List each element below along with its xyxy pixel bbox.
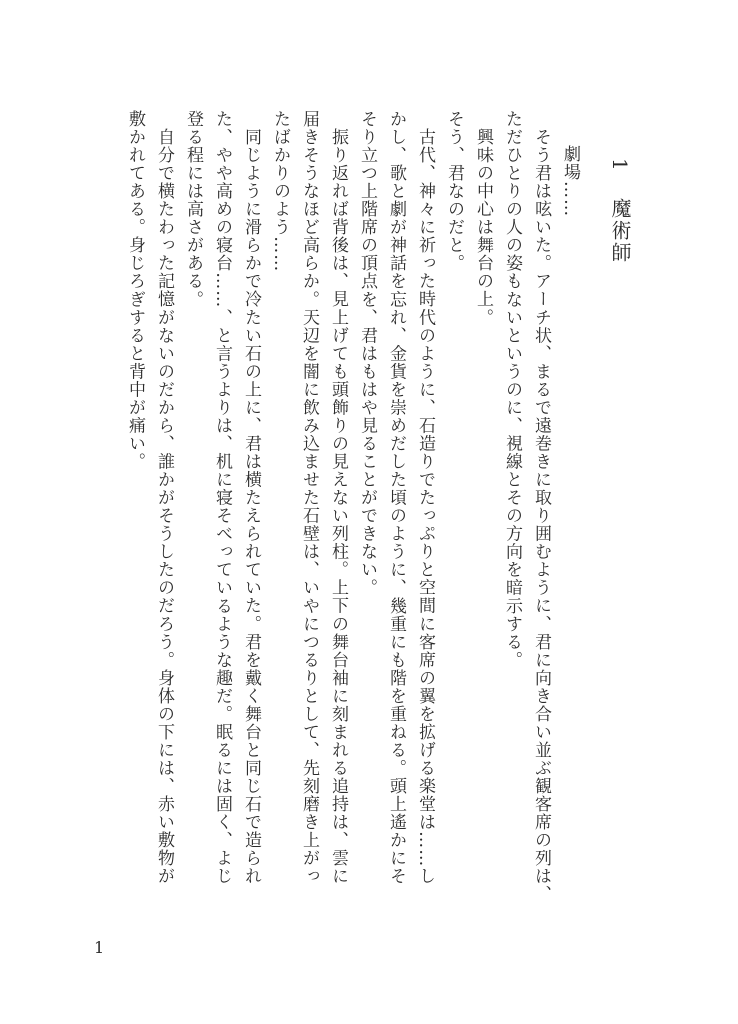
text-column: 興味の中心は舞台の上。 — [473, 128, 493, 327]
text-column: 劇場…… — [560, 145, 580, 218]
chapter-number: 1 — [608, 158, 632, 171]
text-column: ただひとりの人の姿もないというのに、視線とその方向を暗示する。 — [502, 110, 522, 669]
text-column: 振り返れば背後は、見上げても頭飾りの見えない列柱。上下の舞台袖に刻まれる追持は、雲に — [328, 128, 348, 886]
text-column: そり立つ上階席の頂点を、君はもはや見ることができない。 — [357, 110, 377, 597]
page-number: 1 — [94, 938, 105, 957]
text-column: 同じように滑らかで冷たい石の上に、君は横たえられていた。君を戴く舞台と同じ石で造られ — [241, 128, 261, 886]
text-column: そう君は呟いた。アーチ状、まるで遠巻きに取り囲むように、君に向き合い並ぶ観客席の列は、 — [531, 128, 551, 904]
chapter-title: 魔術師 — [608, 198, 632, 264]
text-column: そう、君なのだと。 — [444, 110, 464, 273]
text-column: 届きそうなほど高らか。天辺を闇に飲み込ませた石壁は、いやにつるりとして、先刻磨き上がっ — [299, 110, 319, 886]
text-column: 自分で横たわった記憶がないのだから、誰かがそうしたのだろう。身体の下には、赤い敷物が — [154, 128, 174, 886]
text-column: 古代、神々に祈った時代のように、石造りでたっぷりと空間に客席の翼を拡げる楽堂は……し — [415, 128, 435, 886]
text-column: かし、歌と劇が神話を忘れ、金貨を崇めだした頃のように、幾重にも階を重ねる。頭上遙かにそ — [386, 110, 406, 886]
text-column: 敷かれてある。身じろぎすると背中が痛い。 — [125, 110, 145, 471]
text-column: たばかりのよう…… — [270, 110, 290, 273]
text-column: 登る程には高さがある。 — [183, 110, 203, 309]
text-column: た、やや高めの寝台……、と言うよりは、机に寝そべっているような趣だ。眠るには固く、よじ — [212, 110, 232, 886]
